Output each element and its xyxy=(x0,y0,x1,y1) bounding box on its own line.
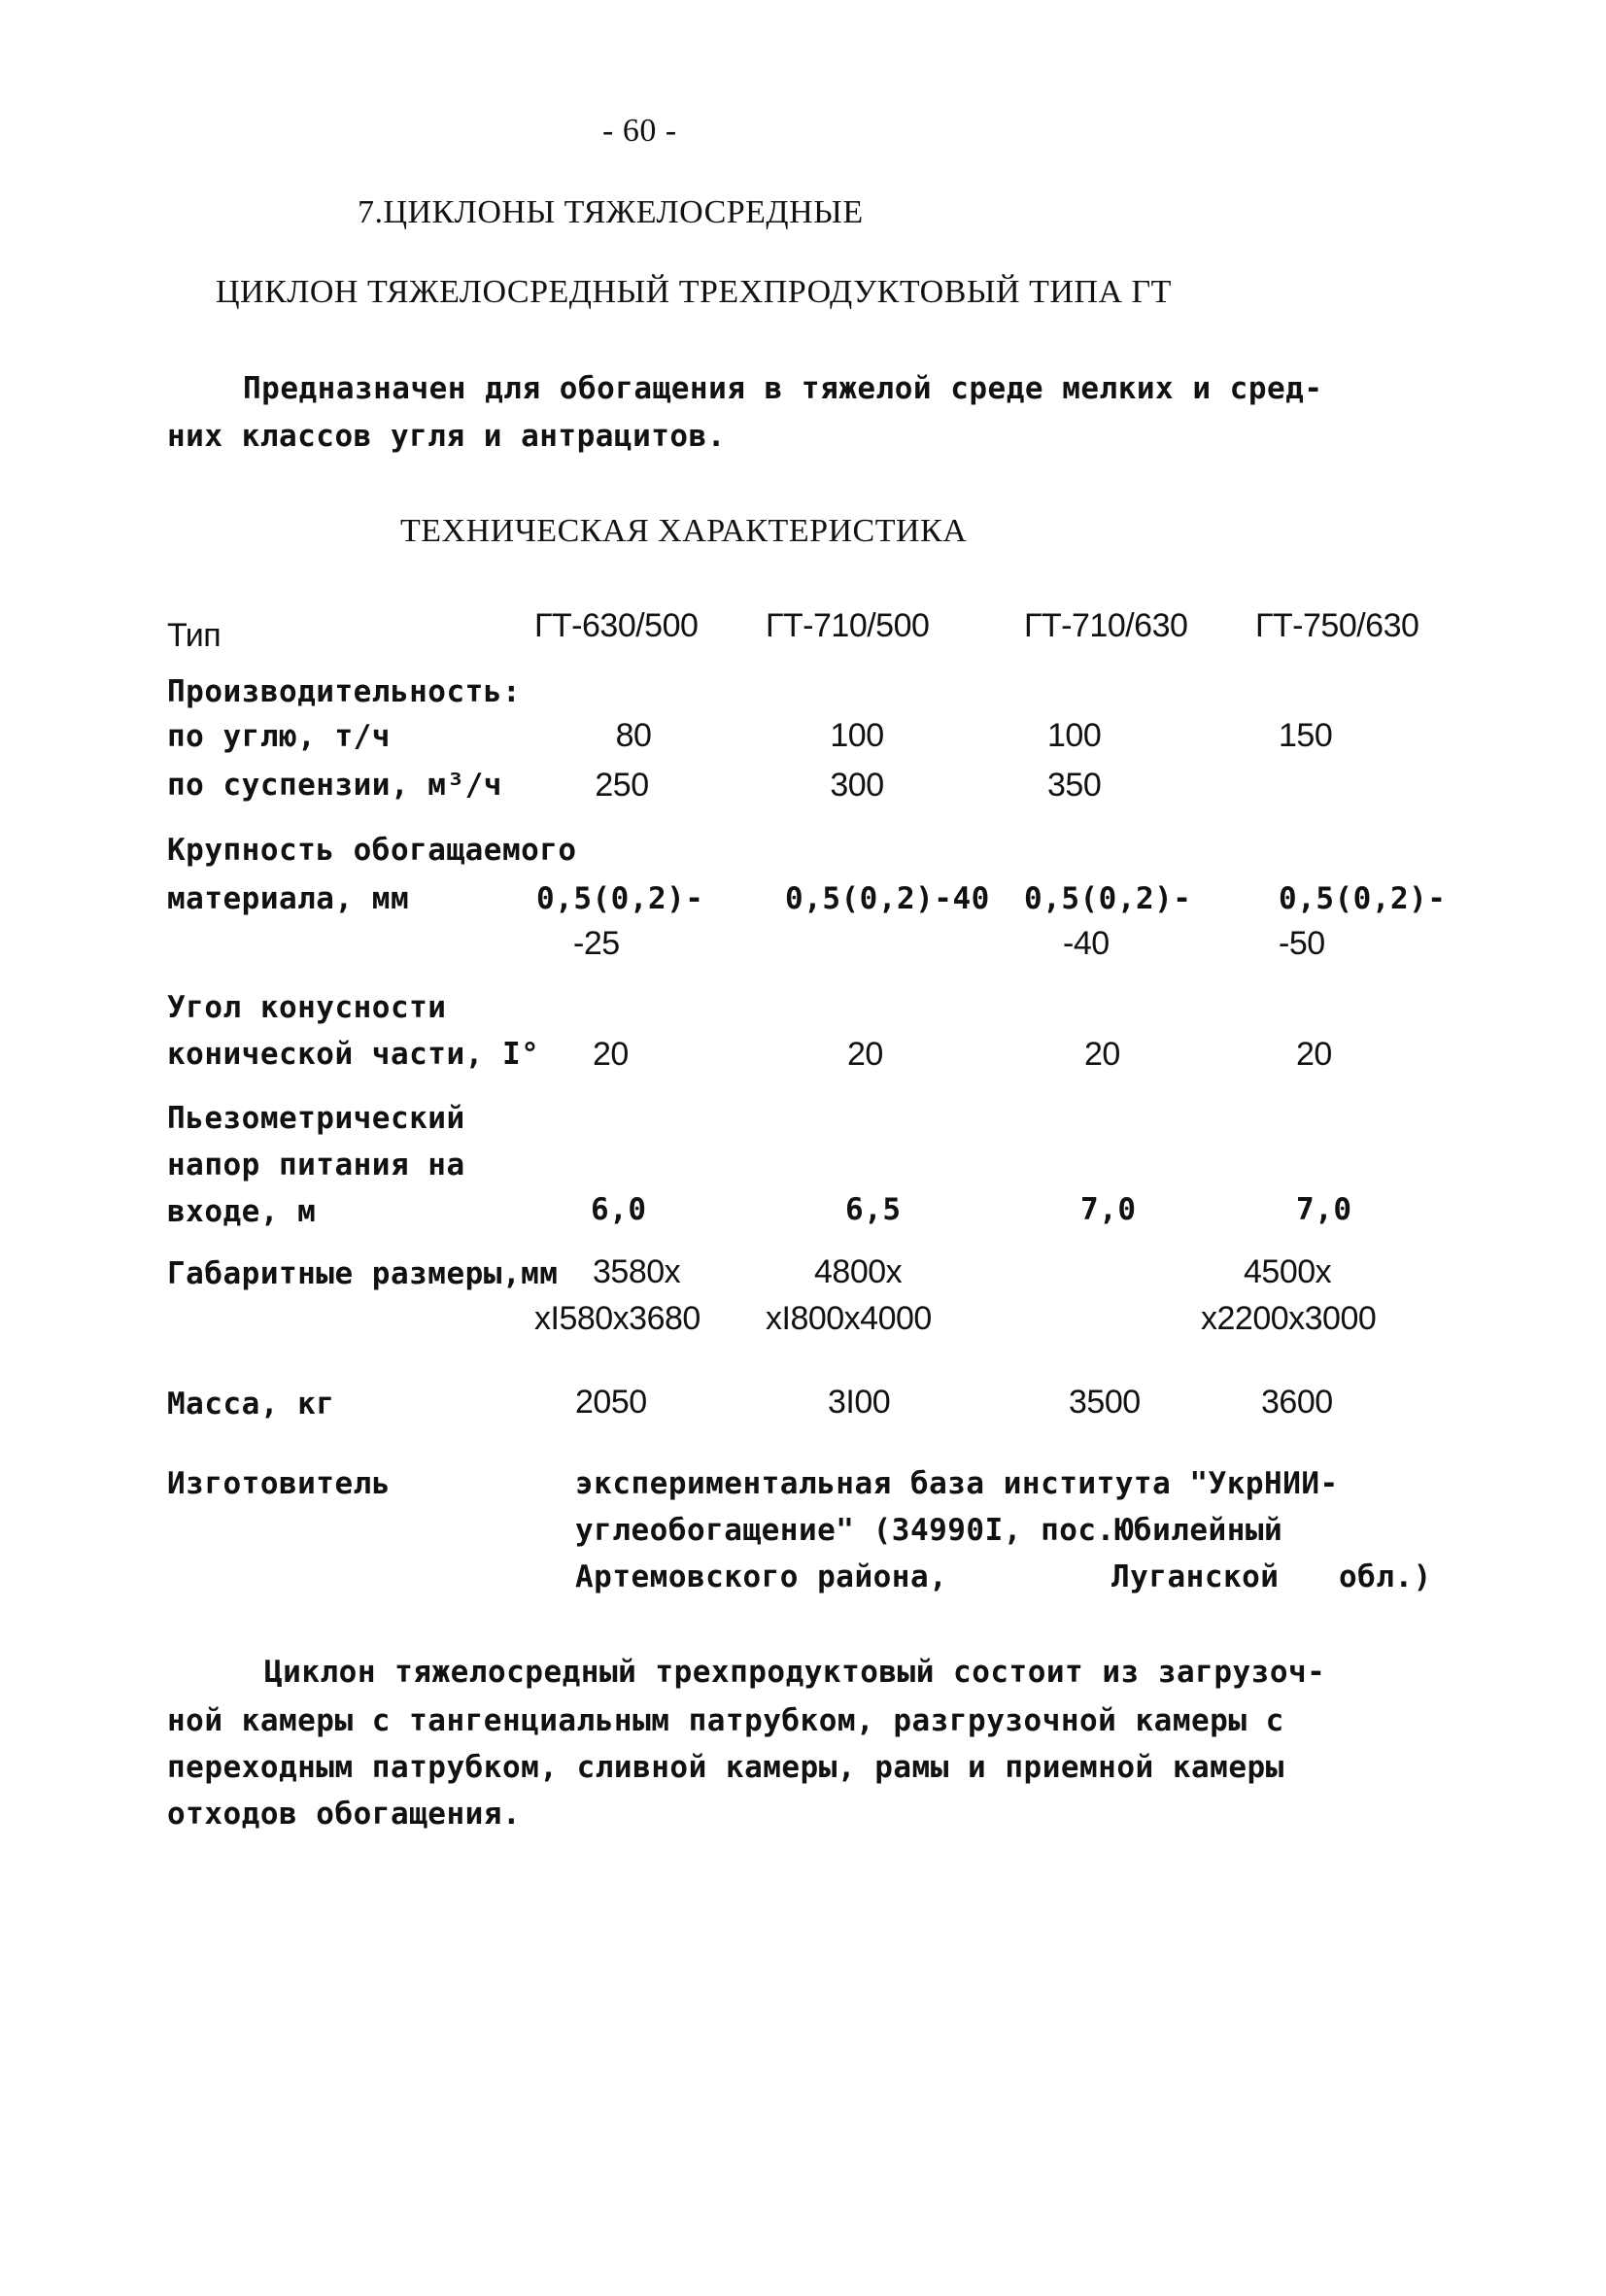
angle-value-3: 20 xyxy=(1084,1036,1120,1073)
model-1: ГТ-630/500 xyxy=(534,607,699,644)
description-line-4: отходов обогащения. xyxy=(167,1797,522,1832)
coal-value-1: 80 xyxy=(615,717,652,754)
spec-heading: ТЕХНИЧЕСКАЯ ХАРАКТЕРИСТИКА xyxy=(400,513,968,549)
angle-value-4: 20 xyxy=(1296,1036,1332,1073)
mass-value-4: 3600 xyxy=(1261,1384,1333,1421)
maker-label: Изготовитель xyxy=(167,1466,391,1501)
dims-value-4: 4500х xyxy=(1244,1253,1332,1290)
suspension-value-1: 250 xyxy=(595,767,649,804)
size-value-3-cont: -40 xyxy=(1063,925,1110,962)
dims-value-1-cont: хI580х3680 xyxy=(534,1300,700,1337)
maker-line-1: экспериментальная база института "УкрНИИ- xyxy=(575,1466,1339,1501)
type-label: Тип xyxy=(167,617,222,654)
maker-line-3a: Артемовского района, xyxy=(575,1559,948,1594)
angle-value-2: 20 xyxy=(847,1036,883,1073)
size-value-3: 0,5(0,2)- xyxy=(1024,881,1192,916)
angle-value-1: 20 xyxy=(593,1036,629,1073)
model-4: ГТ-750/630 xyxy=(1255,607,1419,644)
head-value-1: 6,0 xyxy=(591,1192,647,1227)
head-value-3: 7,0 xyxy=(1080,1192,1137,1227)
maker-line-3c: обл.) xyxy=(1339,1559,1432,1594)
dims-label: Габаритные размеры,мм xyxy=(167,1256,559,1291)
head-value-4: 7,0 xyxy=(1296,1192,1352,1227)
mass-value-2: 3I00 xyxy=(828,1384,891,1421)
dims-value-2: 4800х xyxy=(814,1253,903,1290)
coal-value-3: 100 xyxy=(1047,717,1102,754)
model-3: ГТ-710/630 xyxy=(1024,607,1188,644)
model-2: ГТ-710/500 xyxy=(766,607,930,644)
angle-label-2: конической части, I° xyxy=(167,1037,540,1072)
subsection-title: ЦИКЛОН ТЯЖЕЛОСРЕДНЫЙ ТРЕХПРОДУКТОВЫЙ ТИПА ГТ xyxy=(216,274,1172,310)
coal-value-2: 100 xyxy=(830,717,884,754)
maker-line-2: углеобогащение" (34990I, пос.Юбилейный xyxy=(575,1513,1283,1548)
purpose-line-2: них классов угля и антрацитов. xyxy=(167,419,726,454)
maker-line-3b: Луганской xyxy=(1111,1559,1280,1594)
description-line-2: ной камеры с тангенциальным патрубком, разгрузочной камеры с xyxy=(167,1703,1284,1738)
mass-value-1: 2050 xyxy=(575,1384,647,1421)
suspension-label: по суспензии, м³/ч xyxy=(167,768,502,803)
angle-label-1: Угол конусности xyxy=(167,990,447,1025)
dims-value-4-cont: х2200х3000 xyxy=(1201,1300,1377,1337)
coal-label: по углю, т/ч xyxy=(167,719,391,754)
mass-value-3: 3500 xyxy=(1069,1384,1141,1421)
suspension-value-2: 300 xyxy=(830,767,884,804)
description-line-1: Циклон тяжелосредный трехпродуктовый состоит из загрузоч- xyxy=(264,1655,1326,1690)
size-label-2: материала, мм xyxy=(167,881,410,916)
head-label-3: входе, м xyxy=(167,1194,317,1229)
dims-value-2-cont: хI800х4000 xyxy=(766,1300,932,1337)
coal-value-4: 150 xyxy=(1279,717,1333,754)
dims-value-1: 3580х xyxy=(593,1253,681,1290)
mass-label: Масса, кг xyxy=(167,1387,335,1422)
productivity-label: Производительность: xyxy=(167,674,522,709)
size-value-4-cont: -50 xyxy=(1279,925,1325,962)
suspension-value-3: 350 xyxy=(1047,767,1102,804)
size-value-4: 0,5(0,2)- xyxy=(1279,881,1447,916)
size-value-1-cont: -25 xyxy=(573,925,620,962)
head-value-2: 6,5 xyxy=(845,1192,902,1227)
section-title: 7.ЦИКЛОНЫ ТЯЖЕЛОСРЕДНЫЕ xyxy=(358,194,864,230)
description-line-3: переходным патрубком, сливной камеры, рамы и приемной камеры xyxy=(167,1750,1284,1785)
page-number: - 60 - xyxy=(602,113,677,149)
size-value-2: 0,5(0,2)-40 xyxy=(785,881,990,916)
size-value-1: 0,5(0,2)- xyxy=(536,881,704,916)
head-label-1: Пьезометрический xyxy=(167,1101,465,1136)
head-label-2: напор питания на xyxy=(167,1148,465,1182)
size-label-1: Крупность обогащаемого xyxy=(167,833,577,868)
purpose-line-1: Предназначен для обогащения в тяжелой среде мелких и сред- xyxy=(243,371,1323,406)
